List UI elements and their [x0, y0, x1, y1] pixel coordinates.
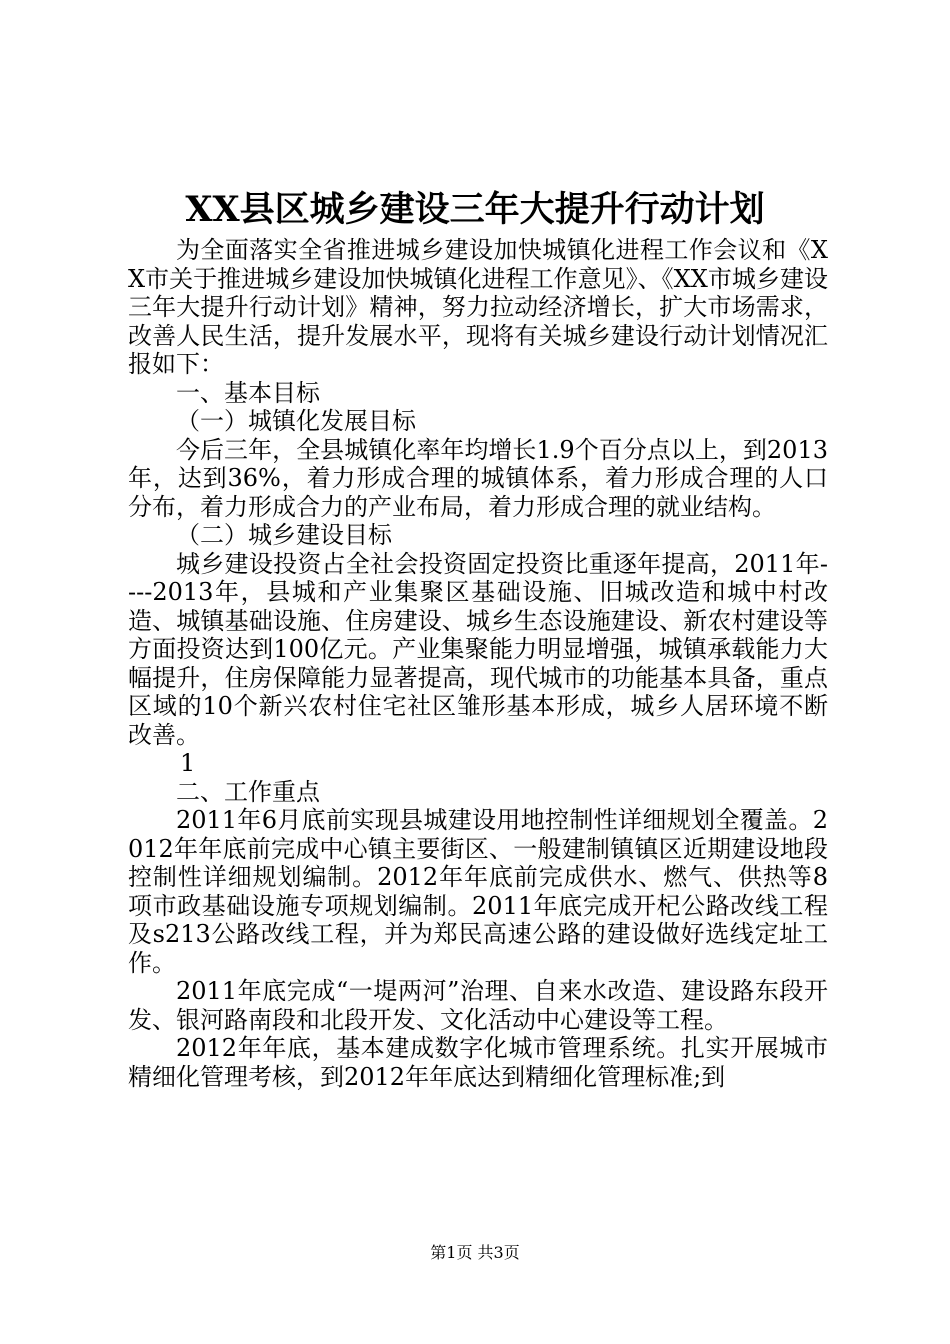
- document-title: XX县区城乡建设三年大提升行动计划: [185, 189, 765, 230]
- subsection-heading-urbanization: （一）城镇化发展目标: [176, 407, 416, 435]
- subsection-heading-construction: （二）城乡建设目标: [176, 521, 392, 549]
- intro-paragraph: 为全面落实全省推进城乡建设加快城镇化进程工作会议和《XX市关于推进城乡建设加快城镇化进程工作意见》、《XX市城乡建设三年大提升行动计划》精神，努力拉动经济增长，扩大市场需求，改善人民生活，提升发展水平，现将有关城乡建设行动计划情况汇报如下：: [128, 236, 828, 378]
- document-body: [128, 236, 828, 1091]
- construction-paragraph: 城乡建设投资占全社会投资固定投资比重逐年提高，2011年----2013年，县城和产业集聚区基础设施、旧城改造和城中村改造、城镇基础设施、住房建设、城乡生态设施建设、新农村建设等方面投资达到100亿元。产业集聚能力明显增强，城镇承载能力大幅提升，住房保障能力显著提高，现代城市的功能基本具备，重点区域的10个新兴农村住宅社区雏形基本形成，城乡人居环境不断改善。: [128, 549, 828, 749]
- work-focus-paragraph-1: 2011年6月底前实现县城建设用地控制性详细规划全覆盖。2012年年底前完成中心镇主要街区、一般建制镇镇区近期建设地段控制性详细规划编制。2012年年底前完成供水、燃气、供热等8项市政基础设施专项规划编制。2011年底完成开杞公路改线工程及s213公路改线工程，并为郑民高速公路的建设做好选线定址工作。: [128, 806, 828, 977]
- page-footer: 第1页 共3页: [430, 1243, 520, 1262]
- section-heading-work-focus: 二、工作重点: [176, 777, 320, 806]
- section-heading-basic-goals: 一、基本目标: [176, 378, 320, 407]
- urbanization-paragraph: 今后三年，全县城镇化率年均增长1.9个百分点以上，到2013年，达到36%，着力形成合理的城镇体系，着力形成合理的人口分布，着力形成合力的产业布局，着力形成合理的就业结构。: [128, 435, 828, 521]
- work-focus-paragraph-2: 2011年底完成“一堤两河”治理、自来水改造、建设路东段开发、银河路南段和北段开发、文化活动中心建设等工程。: [128, 977, 828, 1034]
- work-focus-paragraph-3: 2012年年底，基本建成数字化城市管理系统。扎实开展城市精细化管理考核，到2012年年底达到精细化管理标准;到: [128, 1034, 828, 1091]
- inline-page-number: 1: [180, 749, 196, 777]
